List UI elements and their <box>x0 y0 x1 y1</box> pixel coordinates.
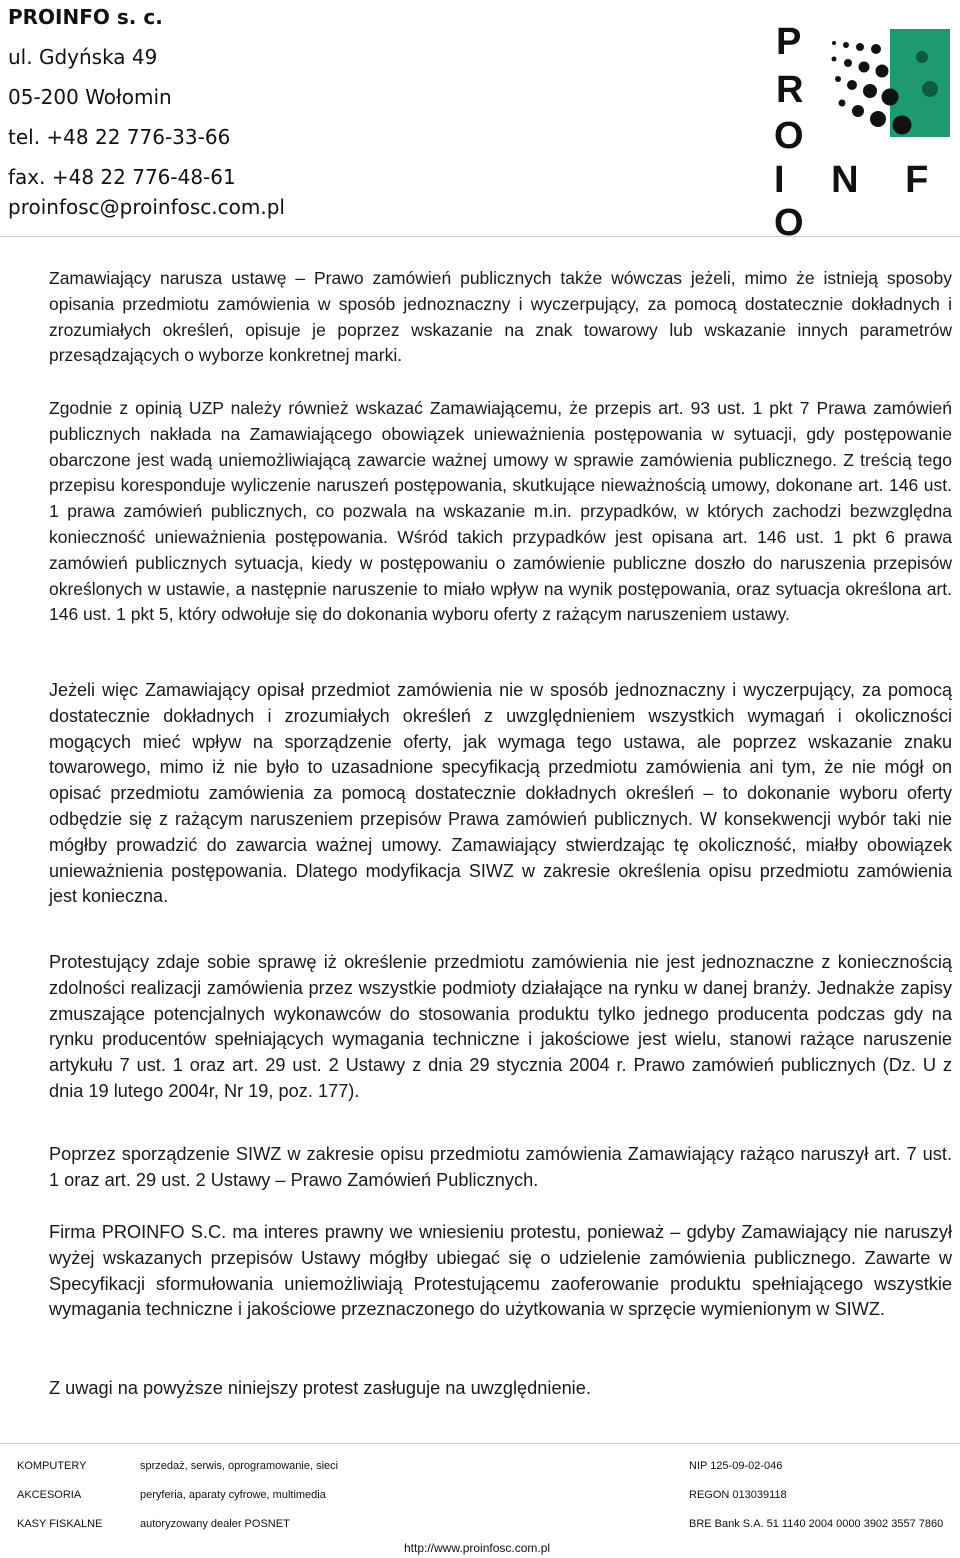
logo-dot <box>847 80 857 90</box>
logo-dot <box>871 44 881 54</box>
logo-letter-p: P <box>776 21 804 63</box>
logo-dot <box>893 116 912 135</box>
footer-description: sprzedaż, serwis, oprogramowanie, sieci <box>140 1460 339 1472</box>
logo-letter-r: R <box>776 69 806 111</box>
logo-dot <box>843 42 849 48</box>
address-street: ul. Gdyńska 49 <box>8 45 158 69</box>
paragraph-1: Zamawiający narusza ustawę – Prawo zamówień publicznych także wówczas jeżeli, mimo że istnieją sposoby opisania przedmiotu zamówienia w sposób jednoznaczny i wyczerpujący, za pomocą dostatecznie dokładnych i zrozumiałych określeń, opisuje je poprzez wskazanie na znak towarowy lub wskazanie innych parametrów przesądzających o wyborze konkretnej marki. <box>49 268 952 366</box>
logo-word-info: I N F O <box>774 159 947 244</box>
paragraph-7: Z uwagi na powyższe niniejszy protest zasługuje na uwzględnienie. <box>49 1378 591 1398</box>
logo-dot <box>839 100 846 107</box>
company-name: PROINFO s. c. <box>8 5 163 29</box>
logo-dot <box>916 51 928 63</box>
paragraph-5: Poprzez sporządzenie SIWZ w zakresie opisu przedmiotu zamówienia Zamawiający rażąco naruszył art. 7 ust. 1 oraz art. 29 ust. 2 Ustawy – Prawo Zamówień Publicznych. <box>49 1144 952 1190</box>
logo-dot <box>852 105 864 117</box>
logo-dot <box>922 81 938 97</box>
email-address[interactable]: proinfosc@proinfosc.com.pl <box>8 195 285 219</box>
footer-description: autoryzowany dealer POSNET <box>140 1518 290 1530</box>
logo-dot <box>882 89 899 106</box>
logo-dot <box>870 111 886 127</box>
paragraph-2: Zgodnie z opinią UZP należy również wskazać Zamawiającemu, że przepis art. 93 ust. 1 pkt 7 Prawa zamówień publicznych nakłada na Zamawiającego obowiązek unieważnienia postępowania w sytuacji, gdy postępowanie obarczone jest wadą uniemożliwiającą zawarcie ważnej umowy w sprawie zamówienia publicznego. Z treścią tego przepisu koresponduje wyliczenie naruszeń postępowania, skutkujące nieważnością umowy, dokonane art. 146 ust. 1 prawa zamówień publicznych, co pozwala na wskazanie m.in. przypadków, w których zachodzi bezwzględna konieczność unieważnienia postępowania. Wśród takich przypadków jest opisana art. 146 ust. 1 pkt 6 prawa zamówień publicznych sytuacja, kiedy w postępowaniu o zamówienie publiczne doszło do naruszenia przepisów określonych w ustawie, a następnie naruszenie to miało wpływ na wynik postępowania, oraz sytuacja określona art. 146 ust. 1 pkt 5, który odwołuje się do dokonania wyboru oferty z rażącym naruszeniem ustawy. <box>49 398 952 625</box>
footer-category: AKCESORIA <box>17 1489 82 1501</box>
footer-info: REGON 013039118 <box>689 1489 787 1501</box>
address-city: 05-200 Wołomin <box>8 85 172 109</box>
logo-dot <box>835 76 841 82</box>
footer-info: NIP 125-09-02-046 <box>689 1460 783 1472</box>
logo-dot <box>832 57 837 62</box>
logo-dot <box>863 84 877 98</box>
logo-dot <box>856 43 864 51</box>
logo-letter-o: O <box>774 115 806 157</box>
logo-dot <box>832 41 836 45</box>
phone-number: tel. +48 22 776-33-66 <box>8 125 231 149</box>
fax-number: fax. +48 22 776-48-61 <box>8 165 236 189</box>
paragraph-6: Firma PROINFO S.C. ma interes prawny we wniesieniu protestu, ponieważ – gdyby Zamawiający nie naruszył wyżej wskazanych przepisów Ustawy mógłby ubiegać się o udzielenie zamówienia publicznego. Zawarte w Specyfikacji sformułowania uniemożliwiają Protestującemu zaoferowanie produktu spełniającego wszystkie wymagania techniczne i jakościowe przeznaczonego do użytkowania w sprzęcie wymienionym w SIWZ. <box>49 1222 952 1320</box>
website-link[interactable]: http://www.proinfosc.com.pl <box>404 1541 551 1555</box>
logo-dot <box>859 62 870 73</box>
footer-category: KASY FISKALNE <box>17 1518 103 1530</box>
logo-dots-graphic <box>772 27 952 157</box>
logo-dot <box>876 65 889 78</box>
footer-description: peryferia, aparaty cyfrowe, multimedia <box>140 1489 326 1501</box>
proinfo-logo <box>772 21 952 244</box>
footer-info: BRE Bank S.A. 51 1140 2004 0000 3902 3557 7860 <box>689 1518 944 1530</box>
footer-category: KOMPUTERY <box>17 1460 87 1472</box>
header-divider <box>0 236 960 237</box>
paragraph-3: Jeżeli więc Zamawiający opisał przedmiot zamówienia nie w sposób jednoznaczny i wyczerpujący, za pomocą dostatecznie dokładnych i zrozumiałych określeń z uwzględnieniem wszystkich wymagań i okoliczności mogących mieć wpływ na sporządzenie oferty, jak wymaga tego ustawa, ale poprzez wskazanie znaku towarowego, mimo iż nie było to uzasadnione specyfikacją przedmiotu zamówienia ani tym, że nie mógł on opisać przedmiotu zamówienia za pomocą dostatecznie dokładnych określeń – to dokonanie wyboru oferty odbędzie się z rażącym naruszeniem przepisów Prawa zamówień publicznych. W konsekwencji wybór taki nie mógłby prowadzić do zawarcia ważnej umowy. Zamawiający stwierdzając tę okoliczność, miałby obowiązek unieważnienia postępowania. Dlatego modyfikacja SIWZ w zakresie określenia opisu przedmiotu zamówienia jest konieczna. <box>49 680 952 907</box>
logo-dot <box>844 59 852 67</box>
paragraph-4: Protestujący zdaje sobie sprawę iż określenie przedmiotu zamówienia nie jest jednoznaczne z koniecznością zdolności realizacji zamówienia przez wszystkie podmioty działające na rynku w danej branży. Jednakże zapisy zmuszające potencjalnych wykonawców do stosowania produktu tylko jednego producenta podczas gdy na rynku producentów spełniających wymagania techniczne i jakościowe jest wielu, stanowi rażące naruszenie artykułu 7 ust. 1 oraz art. 29 ust. 2 Ustawy z dnia 29 stycznia 2004 r. Prawo zamówień publicznych (Dz. U z dnia 19 lutego 2004r, Nr 19, poz. 177). <box>49 952 952 1101</box>
footer-divider <box>0 1443 960 1444</box>
